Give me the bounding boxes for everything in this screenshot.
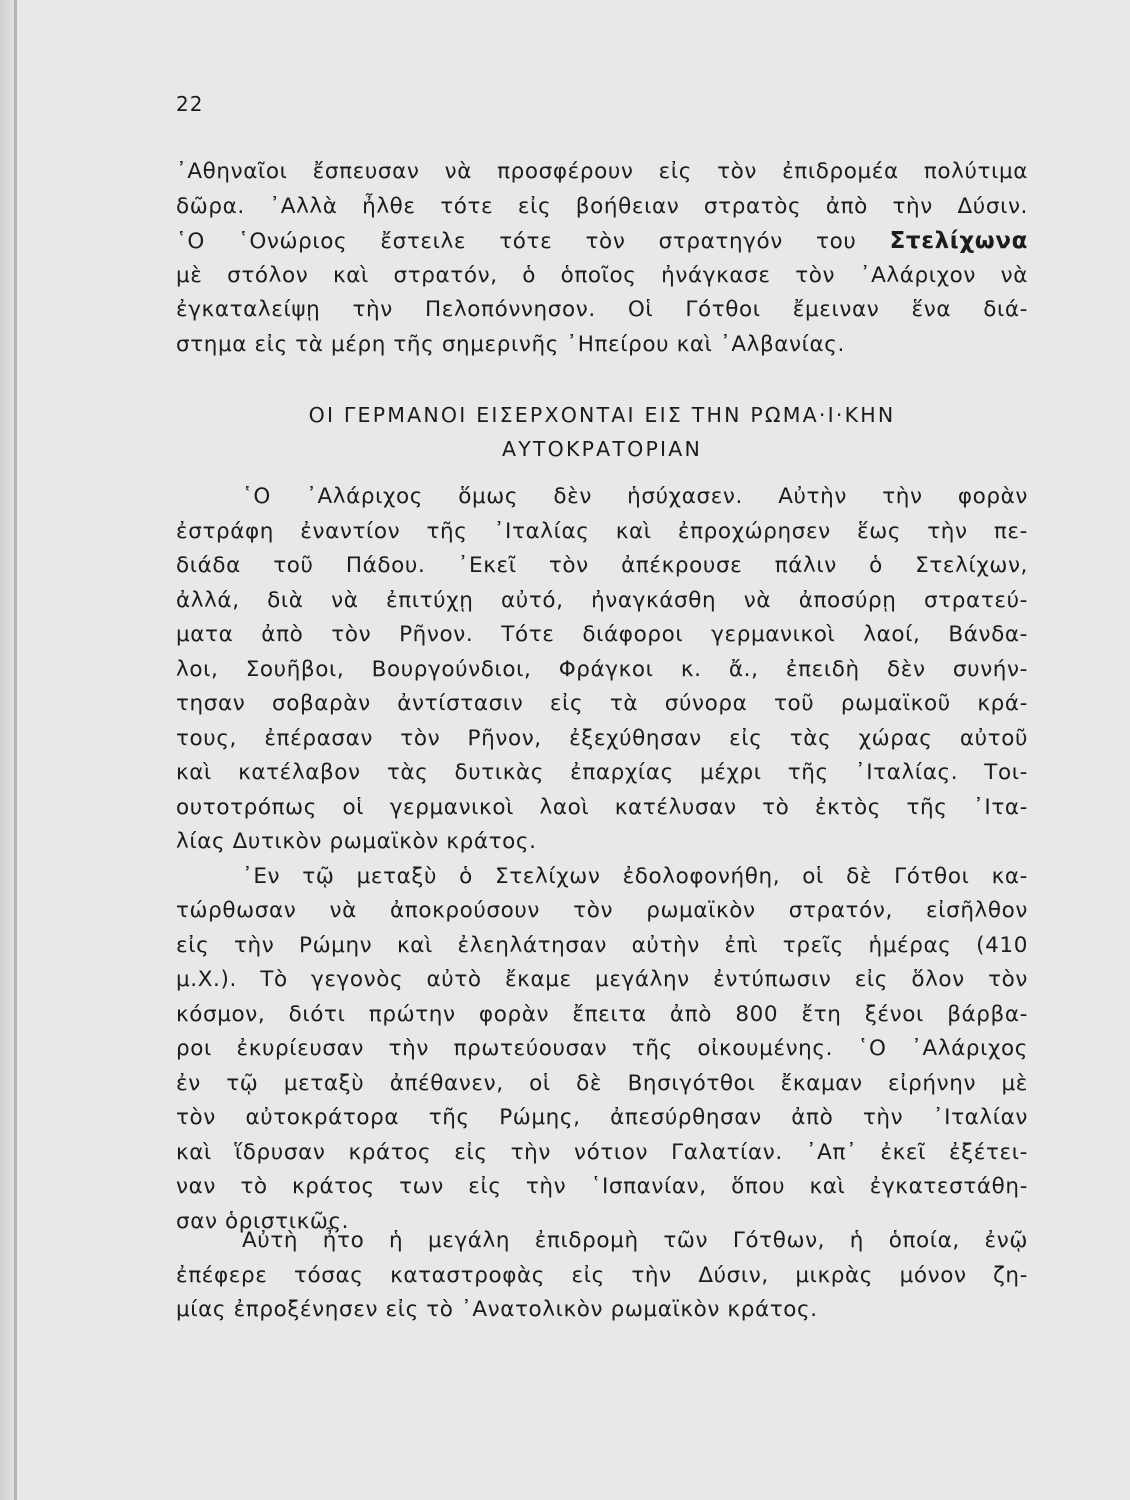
- text-line: τὸν αὐτοκράτορα τῆς Ρώμης, ἀπεσύρθησαν ἀπὸ τὴν ᾿Ιταλίαν: [176, 1105, 1028, 1130]
- text-line: καὶ κατέλαβον τὰς δυτικὰς ἐπαρχίας μέχρι τῆς ᾿Ιταλίας. Τοι-: [176, 760, 1028, 785]
- text-line: τώρθωσαν νὰ ἀποκρούσουν τὸν ρωμαϊκὸν στρατόν, εἰσῆλθον: [176, 898, 1028, 923]
- text-line: ἐπέφερε τόσας καταστροφὰς εἰς τὴν Δύσιν, μικρὰς μόνον ζη-: [176, 1262, 1028, 1288]
- text-line: εἰς τὴν Ρώμην καὶ ἐλεηλάτησαν αὐτὴν ἐπὶ τρεῖς ἡμέρας (410: [176, 932, 1028, 958]
- paragraph-4: [176, 1224, 1028, 1328]
- text-line: μίας ἐπροξένησεν εἰς τὸ ᾿Ανατολικὸν ρωμαϊκὸν κράτος.: [176, 1297, 818, 1322]
- text-line: ᾿Αθηναῖοι ἔσπευσαν νὰ προσφέρουν εἰς τὸν ἐπιδρομέα πολύτιμα: [176, 159, 1028, 184]
- page-number: 22: [176, 92, 204, 116]
- emphasized-name: Στελίχωνα: [889, 228, 1029, 254]
- text-line: ἐγκαταλείψῃ τὴν Πελοπόννησον. Οἱ Γότθοι ἔμειναν ἕνα διά-: [176, 297, 1028, 322]
- text-line: ροι ἐκυρίευσαν τὴν πρωτεύουσαν τῆς οἰκουμένης. ῾Ο ᾿Αλάριχος: [176, 1036, 1028, 1061]
- text-segment: ῾Ο ῾Ονώριος ἔστειλε τότε τὸν στρατηγόν του: [176, 229, 857, 254]
- text-line: μὲ στόλον καὶ στρατόν, ὁ ὁποῖος ἠνάγκασε τὸν ᾿Αλάριχον νὰ: [176, 262, 1028, 288]
- text-line: ἐν τῷ μεταξὺ ἀπέθανεν, οἱ δὲ Βησιγότθοι ἔκαμαν εἰρήνην μὲ: [176, 1070, 1028, 1096]
- text-line: λίας Δυτικὸν ρωμαϊκὸν κράτος.: [176, 829, 537, 854]
- text-line: ουτοτρόπως οἱ γερμανικοὶ λαοὶ κατέλυσαν τὸ ἐκτὸς τῆς ᾿Ιτα-: [176, 794, 1028, 820]
- text-line: Αὐτὴ ἦτο ἡ μεγάλη ἐπιδρομὴ τῶν Γότθων, ἡ ὁποία, ἐνῷ: [242, 1228, 1028, 1253]
- text-line: σαν ὁριστικῶς.: [176, 1208, 350, 1234]
- heading-line: ΟΙ ΓΕΡΜΑΝΟΙ ΕΙΣΕΡΧΟΝΤΑΙ ΕΙΣ ΤΗΝ ΡΩΜΑ·Ι·ΚΗΝ: [308, 403, 896, 427]
- page-edge: [0, 0, 14, 1500]
- text-line: κόσμον, διότι πρώτην φορὰν ἔπειτα ἀπὸ 800 ἔτη ξένοι βάρβα-: [176, 1001, 1028, 1027]
- text-line: μ.Χ.). Τὸ γεγονὸς αὐτὸ ἔκαμε μεγάλην ἐντύπωσιν εἰς ὅλον τὸν: [176, 967, 1028, 992]
- paragraph-1: [176, 155, 1028, 362]
- text-line: ἐστράφη ἐναντίον τῆς ᾿Ιταλίας καὶ ἐπροχώρησεν ἕως τὴν πε-: [176, 518, 1028, 544]
- paragraph-2: [176, 480, 1028, 1239]
- text-line: διάδα τοῦ Πάδου. ᾿Εκεῖ τὸν ἀπέκρουσε πάλιν ὁ Στελίχων,: [176, 553, 1028, 578]
- text-line: [176, 224, 1028, 259]
- section-heading: [176, 398, 1028, 466]
- text-line: τους, ἐπέρασαν τὸν Ρῆνον, ἐξεχύθησαν εἰς τὰς χώρας αὐτοῦ: [176, 725, 1028, 751]
- text-line: ναν τὸ κράτος των εἰς τὴν ῾Ισπανίαν, ὅπου καὶ ἐγκατεστάθη-: [176, 1174, 1028, 1199]
- text-line: ῾Ο ᾿Αλάριχος ὅμως δὲν ἡσύχασεν. Αὐτὴν τὴν φορὰν: [242, 484, 1028, 509]
- text-line: στημα εἰς τὰ μέρη τῆς σημερινῆς ᾿Ηπείρου καὶ ᾿Αλβανίας.: [176, 331, 845, 357]
- text-line: ᾿Εν τῷ μεταξὺ ὁ Στελίχων ἐδολοφονήθη, οἱ δὲ Γότθοι κα-: [242, 863, 1028, 889]
- text-line: λοι, Σουῆβοι, Βουργούνδιοι, Φράγκοι κ. ἄ., ἐπειδὴ δὲν συνήν-: [176, 656, 1028, 682]
- text-line: τησαν σοβαρὰν ἀντίστασιν εἰς τὰ σύνορα τοῦ ρωμαϊκοῦ κρά-: [176, 691, 1028, 716]
- text-line: καὶ ἵδρυσαν κράτος εἰς τὴν νότιον Γαλατίαν. ᾿Απ᾿ ἐκεῖ ἐξέτει-: [176, 1139, 1028, 1165]
- text-line: ἀλλά, διὰ νὰ ἐπιτύχῃ αὐτό, ἠναγκάσθη νὰ ἀποσύρῃ στρατεύ-: [176, 587, 1028, 613]
- text-line: δῶρα. ᾿Αλλὰ ἦλθε τότε εἰς βοήθειαν στρατὸς ἀπὸ τὴν Δύσιν.: [176, 193, 1028, 219]
- text-line: ματα ἀπὸ τὸν Ρῆνον. Τότε διάφοροι γερμανικοὶ λαοί, Βάνδα-: [176, 622, 1028, 647]
- heading-line: ΑΥΤΟΚΡΑΤΟΡΙΑΝ: [501, 437, 703, 461]
